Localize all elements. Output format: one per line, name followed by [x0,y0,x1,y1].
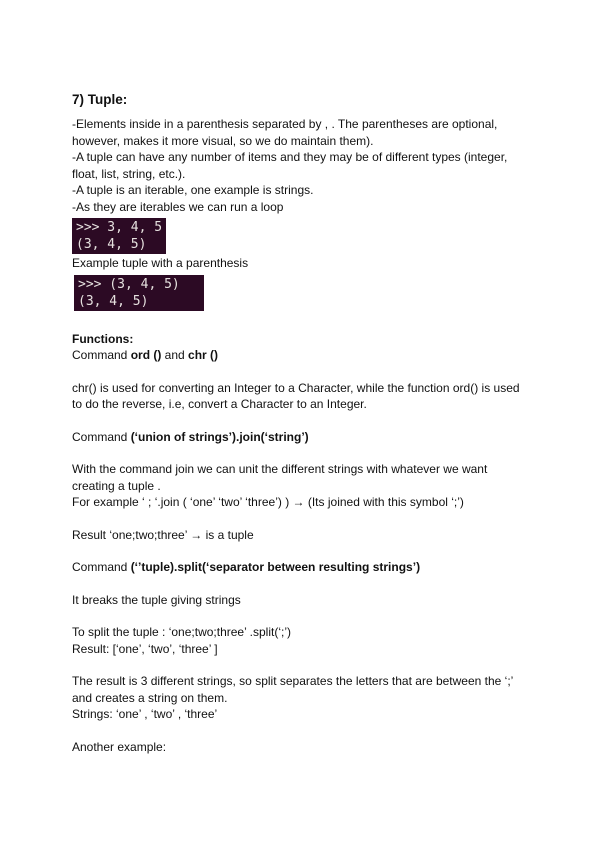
command-ord-chr: Command ord () and chr () [72,348,219,362]
split-result: and creates a string on them. [72,690,228,705]
another-example-label: Another example: [72,739,167,754]
join-result: Result ‘one;two;three’ → is a tuple [72,527,254,542]
join-description: With the command join we can unit the different strings with whatever we want [72,462,488,476]
join-description: creating a tuple . [72,478,161,493]
section-title: 7) Tuple: [72,92,128,107]
terminal-line: (3, 4, 5) [76,237,147,252]
intro-line: -A tuple can have any number of items and they may be of different types (integer, [72,150,508,164]
split-result: Strings: ‘one’ , ‘two’ , ‘three’ [72,707,218,721]
intro-line: however, makes it more visual, so we do maintain them). [72,133,374,148]
intro-line: -As they are iterables we can run a loop [72,199,284,214]
terminal-line: >>> (3, 4, 5) [78,276,180,292]
join-description: For example ‘ ; ‘.join ( ‘one’ ‘two’ ‘three’) ) → (Its joined with this symbol ‘;’) [72,495,464,509]
intro-line: -A tuple is an iterable, one example is strings. [72,183,314,197]
split-example: Result: [‘one’, ‘two’, ‘three’ ] [72,641,218,656]
command-join: Command (‘union of strings’).join(‘string’) [72,429,309,444]
chr-description: to do the reverse, i.e, convert a Character to an Integer. [72,397,367,411]
intro-line: -Elements inside in a parenthesis separated by , . The parentheses are optional, [72,117,498,131]
chr-description: chr() is used for converting an Integer to a Character, while the function ord() is used [72,380,520,395]
functions-heading: Functions: [72,331,134,346]
split-description: It breaks the tuple giving strings [72,592,241,607]
intro-line: float, list, string, etc.). [72,166,186,181]
document-page [72,92,532,755]
example-label: Example tuple with a parenthesis [72,256,249,270]
terminal-screenshot-1 [72,218,166,254]
split-example: To split the tuple : ‘one;two;three’ .split(‘;’) [72,625,291,639]
split-result: The result is 3 different strings, so split separates the letters that are between the ‘;’ [72,674,514,688]
terminal-screenshot-2 [74,275,204,311]
terminal-line: (3, 4, 5) [78,293,149,309]
terminal-line: >>> 3, 4, 5 [76,220,163,235]
command-split: Command (‘’tuple).split(‘separator between resulting strings’) [72,560,421,574]
